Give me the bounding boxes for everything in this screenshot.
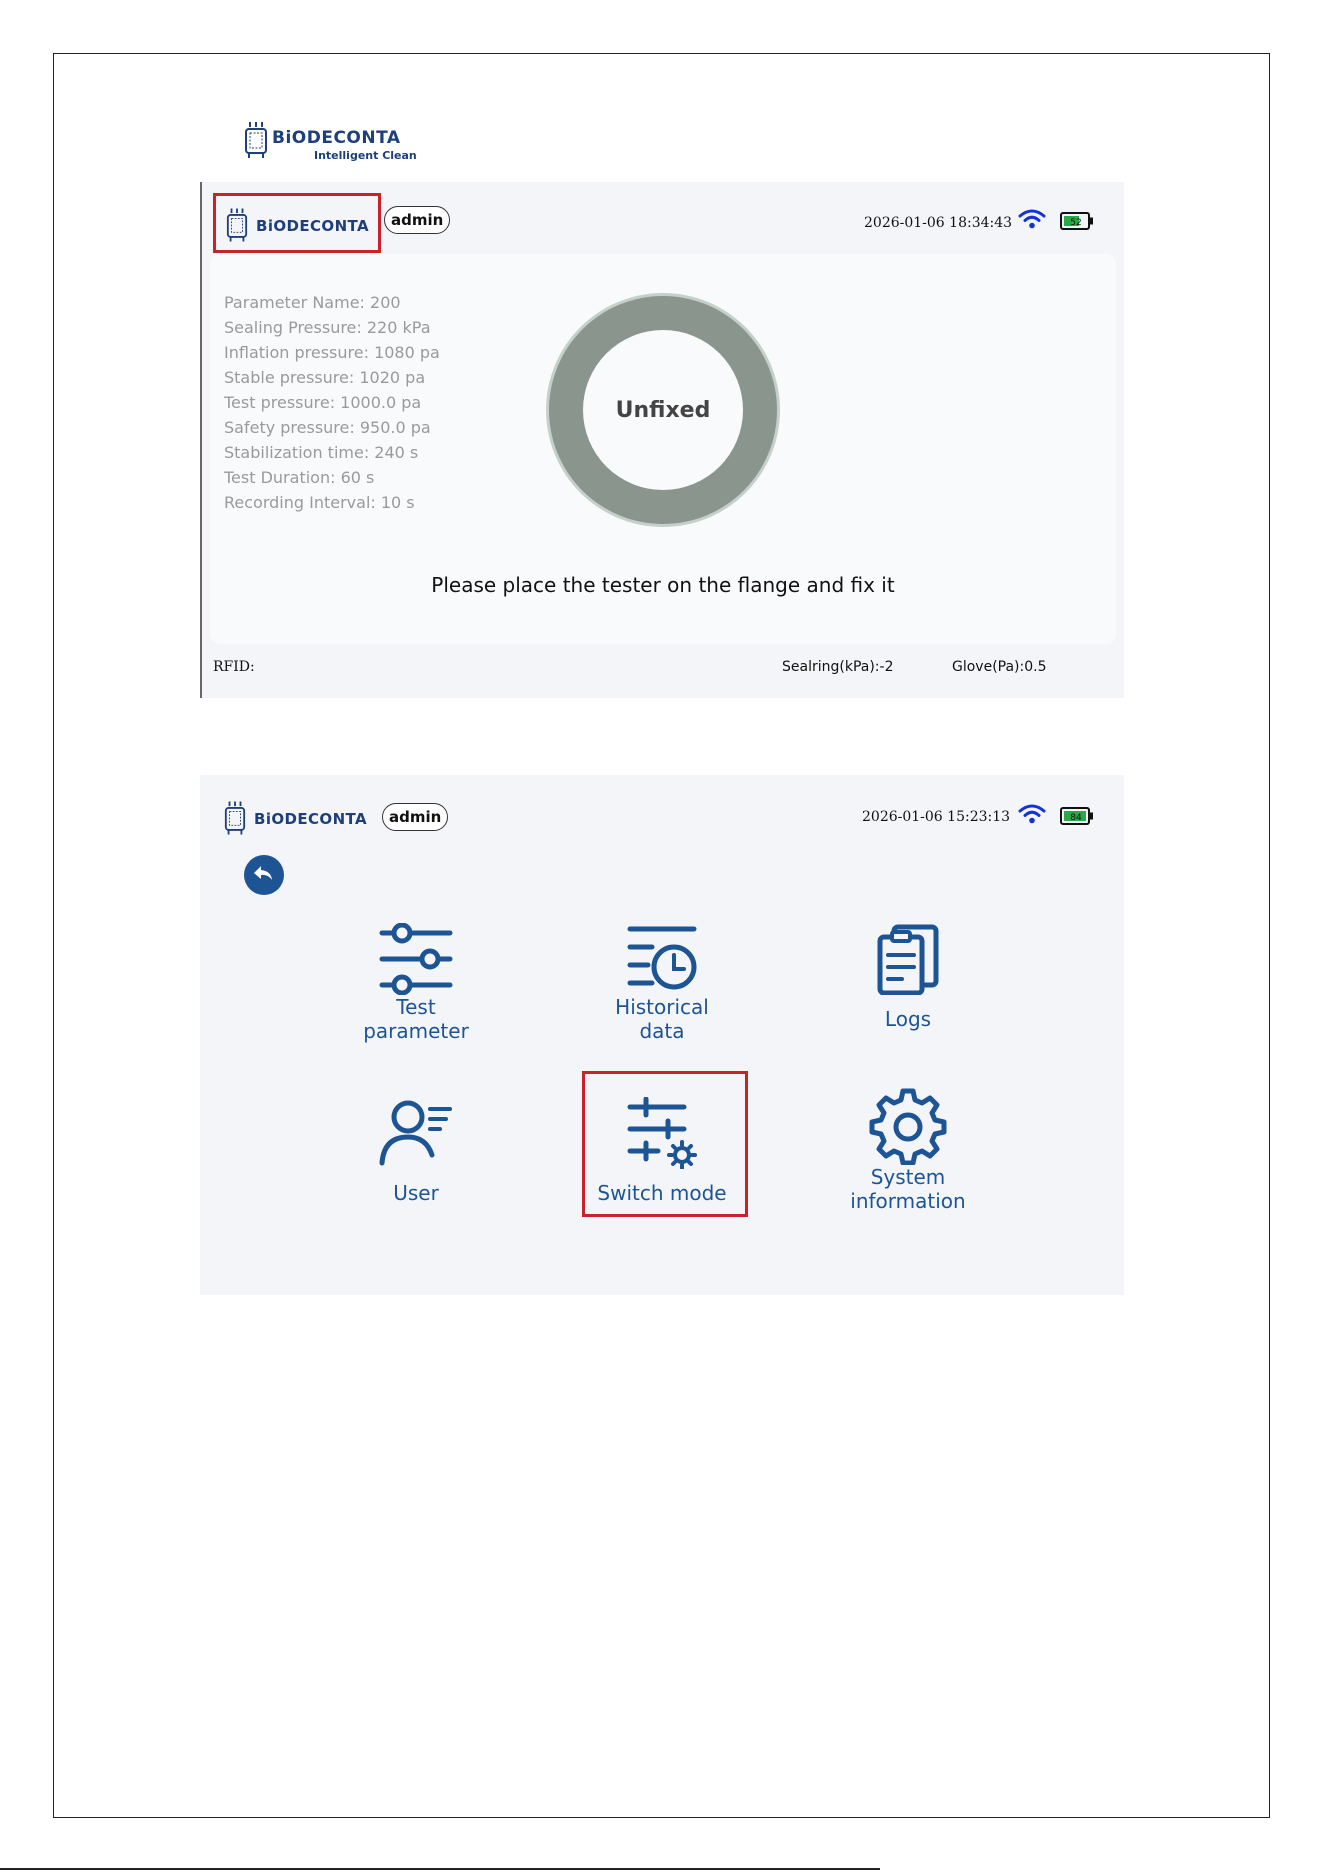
menu-label: information bbox=[850, 1189, 966, 1213]
test-screen bbox=[200, 182, 1124, 698]
menu-label: Test bbox=[396, 995, 436, 1019]
clipboard-icon bbox=[868, 923, 948, 995]
switch-mode-highlight-box bbox=[582, 1071, 748, 1217]
footer-line bbox=[0, 1868, 880, 1870]
battery-icon bbox=[1060, 212, 1094, 230]
battery-icon bbox=[1060, 807, 1094, 825]
parameter-item: Stabilization time: 240 s bbox=[224, 443, 419, 462]
app-logo-text: BiODECONTA bbox=[256, 217, 370, 235]
menu-item-user[interactable] bbox=[316, 1097, 516, 1205]
fixture-status: Unfixed bbox=[615, 397, 711, 423]
wifi-icon bbox=[1018, 208, 1046, 230]
settings-menu-screen bbox=[200, 775, 1124, 1295]
user-badge[interactable]: admin bbox=[384, 206, 450, 234]
menu-item-test-parameter[interactable] bbox=[316, 923, 516, 1043]
parameter-item: Safety pressure: 950.0 pa bbox=[224, 418, 431, 437]
glove-reading: Glove(Pa):0.5 bbox=[952, 659, 1047, 675]
status-ring-center bbox=[583, 330, 743, 490]
user-badge[interactable]: admin bbox=[382, 803, 448, 831]
parameter-item: Test Duration: 60 s bbox=[224, 468, 375, 487]
back-arrow-icon bbox=[252, 864, 276, 886]
document-logo bbox=[244, 120, 444, 168]
parameter-item: Parameter Name: 200 bbox=[224, 293, 401, 312]
menu-label: parameter bbox=[363, 1019, 469, 1043]
parameter-item: Recording Interval: 10 s bbox=[224, 493, 415, 512]
menu-label: data bbox=[639, 1019, 685, 1043]
menu-label: System bbox=[870, 1165, 946, 1189]
brand-name: BiODECONTA bbox=[272, 128, 401, 148]
history-list-clock-icon bbox=[622, 923, 702, 995]
instruction-text: Please place the tester on the flange and fix it bbox=[431, 573, 895, 597]
menu-item-system-information[interactable] bbox=[808, 1085, 1008, 1213]
battery-level: 52 bbox=[1070, 218, 1082, 228]
battery-level: 84 bbox=[1070, 813, 1082, 823]
parameter-list bbox=[224, 290, 440, 515]
brand-tagline: Intelligent Clean bbox=[314, 149, 417, 162]
parameter-item: Inflation pressure: 1080 pa bbox=[224, 343, 440, 362]
menu-label: Logs bbox=[884, 1007, 932, 1031]
rfid-label: RFID: bbox=[213, 659, 255, 675]
wifi-icon bbox=[1018, 803, 1046, 825]
back-button[interactable] bbox=[244, 855, 284, 895]
parameter-item: Test pressure: 1000.0 pa bbox=[224, 393, 422, 412]
parameter-item: Stable pressure: 1020 pa bbox=[224, 368, 426, 387]
tester-device-icon bbox=[224, 799, 246, 837]
datetime: 2026-01-06 15:23:13 bbox=[862, 809, 1011, 825]
app-logo[interactable] bbox=[224, 799, 374, 839]
sealring-reading: Sealring(kPa):-2 bbox=[782, 659, 894, 675]
datetime: 2026-01-06 18:34:43 bbox=[864, 215, 1013, 231]
gear-icon bbox=[868, 1085, 948, 1165]
tester-device-icon bbox=[244, 120, 268, 160]
logo-highlight-box bbox=[213, 193, 381, 253]
menu-label: Switch mode bbox=[597, 1181, 727, 1205]
menu-item-logs[interactable] bbox=[808, 923, 1008, 1031]
status-ring bbox=[549, 296, 777, 524]
menu-item-historical-data[interactable] bbox=[562, 923, 762, 1043]
app-logo-text: BiODECONTA bbox=[254, 810, 368, 828]
menu-label: Historical bbox=[615, 995, 709, 1019]
user-icon bbox=[376, 1097, 456, 1169]
menu-label: User bbox=[393, 1181, 439, 1205]
sliders-icon bbox=[376, 923, 456, 995]
parameter-item: Sealing Pressure: 220 kPa bbox=[224, 318, 431, 337]
